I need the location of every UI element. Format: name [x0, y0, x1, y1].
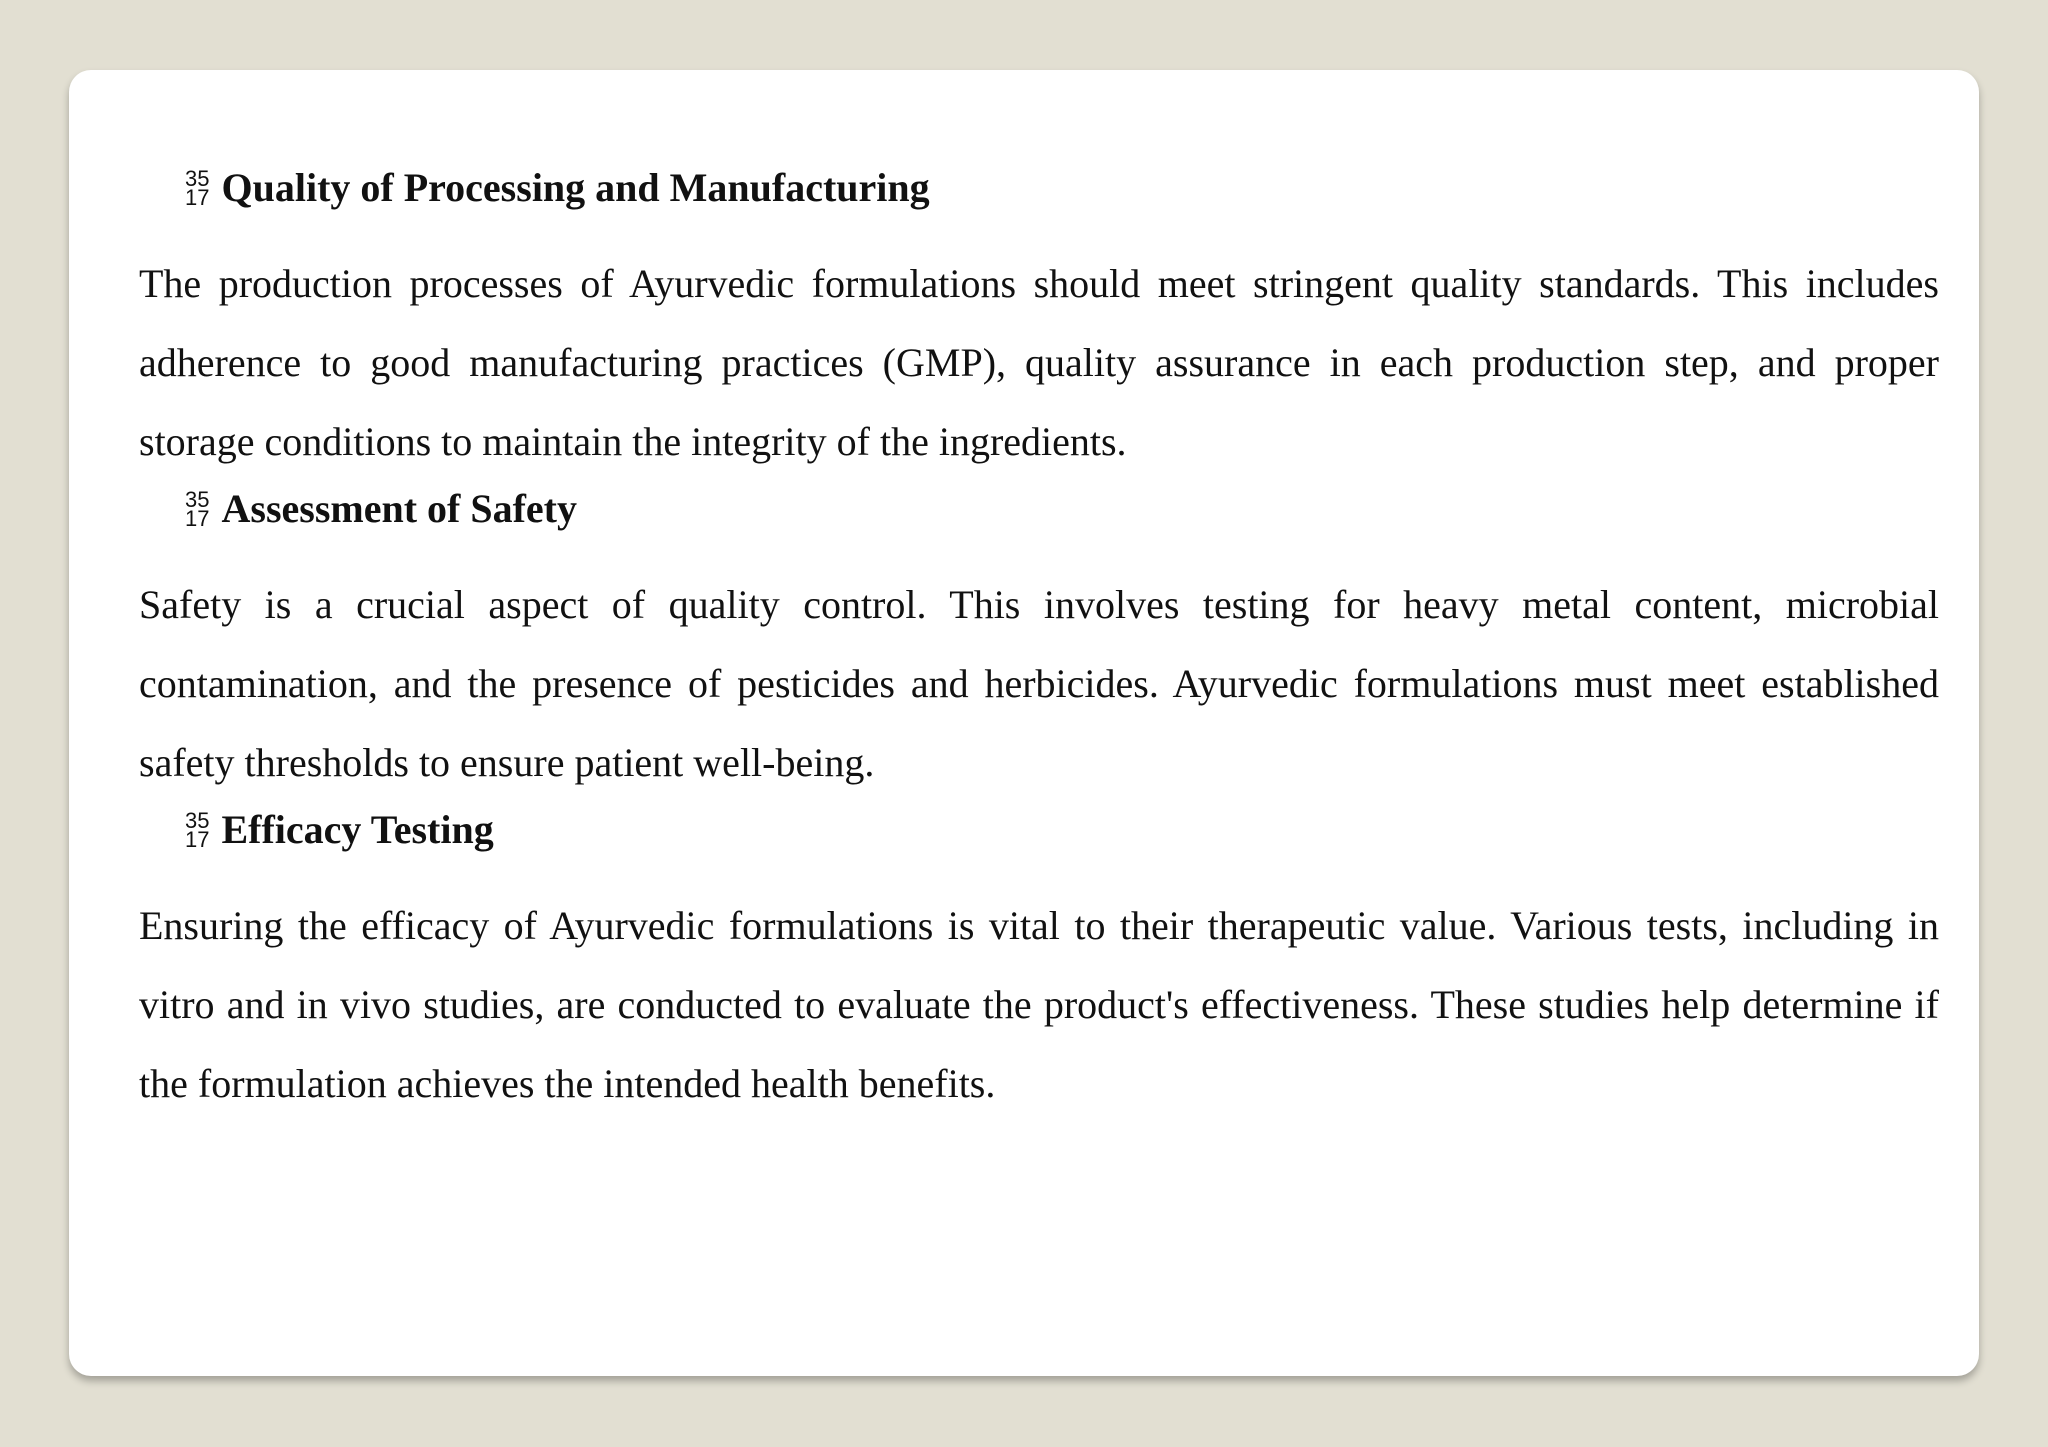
- heading-marker-icon: [185, 166, 210, 210]
- marker-top: 35: [185, 808, 210, 833]
- section-heading-efficacy: [185, 802, 1939, 858]
- section-title: Quality of Processing and Manufacturing: [221, 165, 930, 210]
- marker-bottom: 17: [185, 506, 210, 531]
- section-heading-quality: [185, 160, 1939, 216]
- section-paragraph: Ensuring the efficacy of Ayurvedic formulations is vital to their therapeutic value. Various tests, including in vitro and in vivo studies, are conducted to evaluate the product's effectiveness. These studies help determine if the formulation achieves the intended health benefits.: [139, 903, 1939, 1106]
- section-title: Efficacy Testing: [221, 807, 494, 852]
- marker-top: 35: [185, 166, 210, 191]
- document-page: [69, 70, 1979, 1376]
- marker-top: 35: [185, 487, 210, 512]
- section-title: Assessment of Safety: [221, 486, 577, 531]
- document-content: [139, 160, 1939, 1123]
- section-paragraph: Safety is a crucial aspect of quality control. This involves testing for heavy metal content, microbial contamination, and the presence of pesticides and herbicides. Ayurvedic formulations must meet established safety thresholds to ensure patient well-being.: [139, 582, 1939, 785]
- marker-bottom: 17: [185, 185, 210, 210]
- marker-bottom: 17: [185, 827, 210, 852]
- section-heading-safety: [185, 481, 1939, 537]
- heading-marker-icon: [185, 808, 210, 852]
- section-paragraph: The production processes of Ayurvedic formulations should meet stringent quality standards. This includes adherence to good manufacturing practices (GMP), quality assurance in each production step, and proper storage conditions to maintain the integrity of the ingredients.: [139, 261, 1939, 464]
- heading-marker-icon: [185, 487, 210, 531]
